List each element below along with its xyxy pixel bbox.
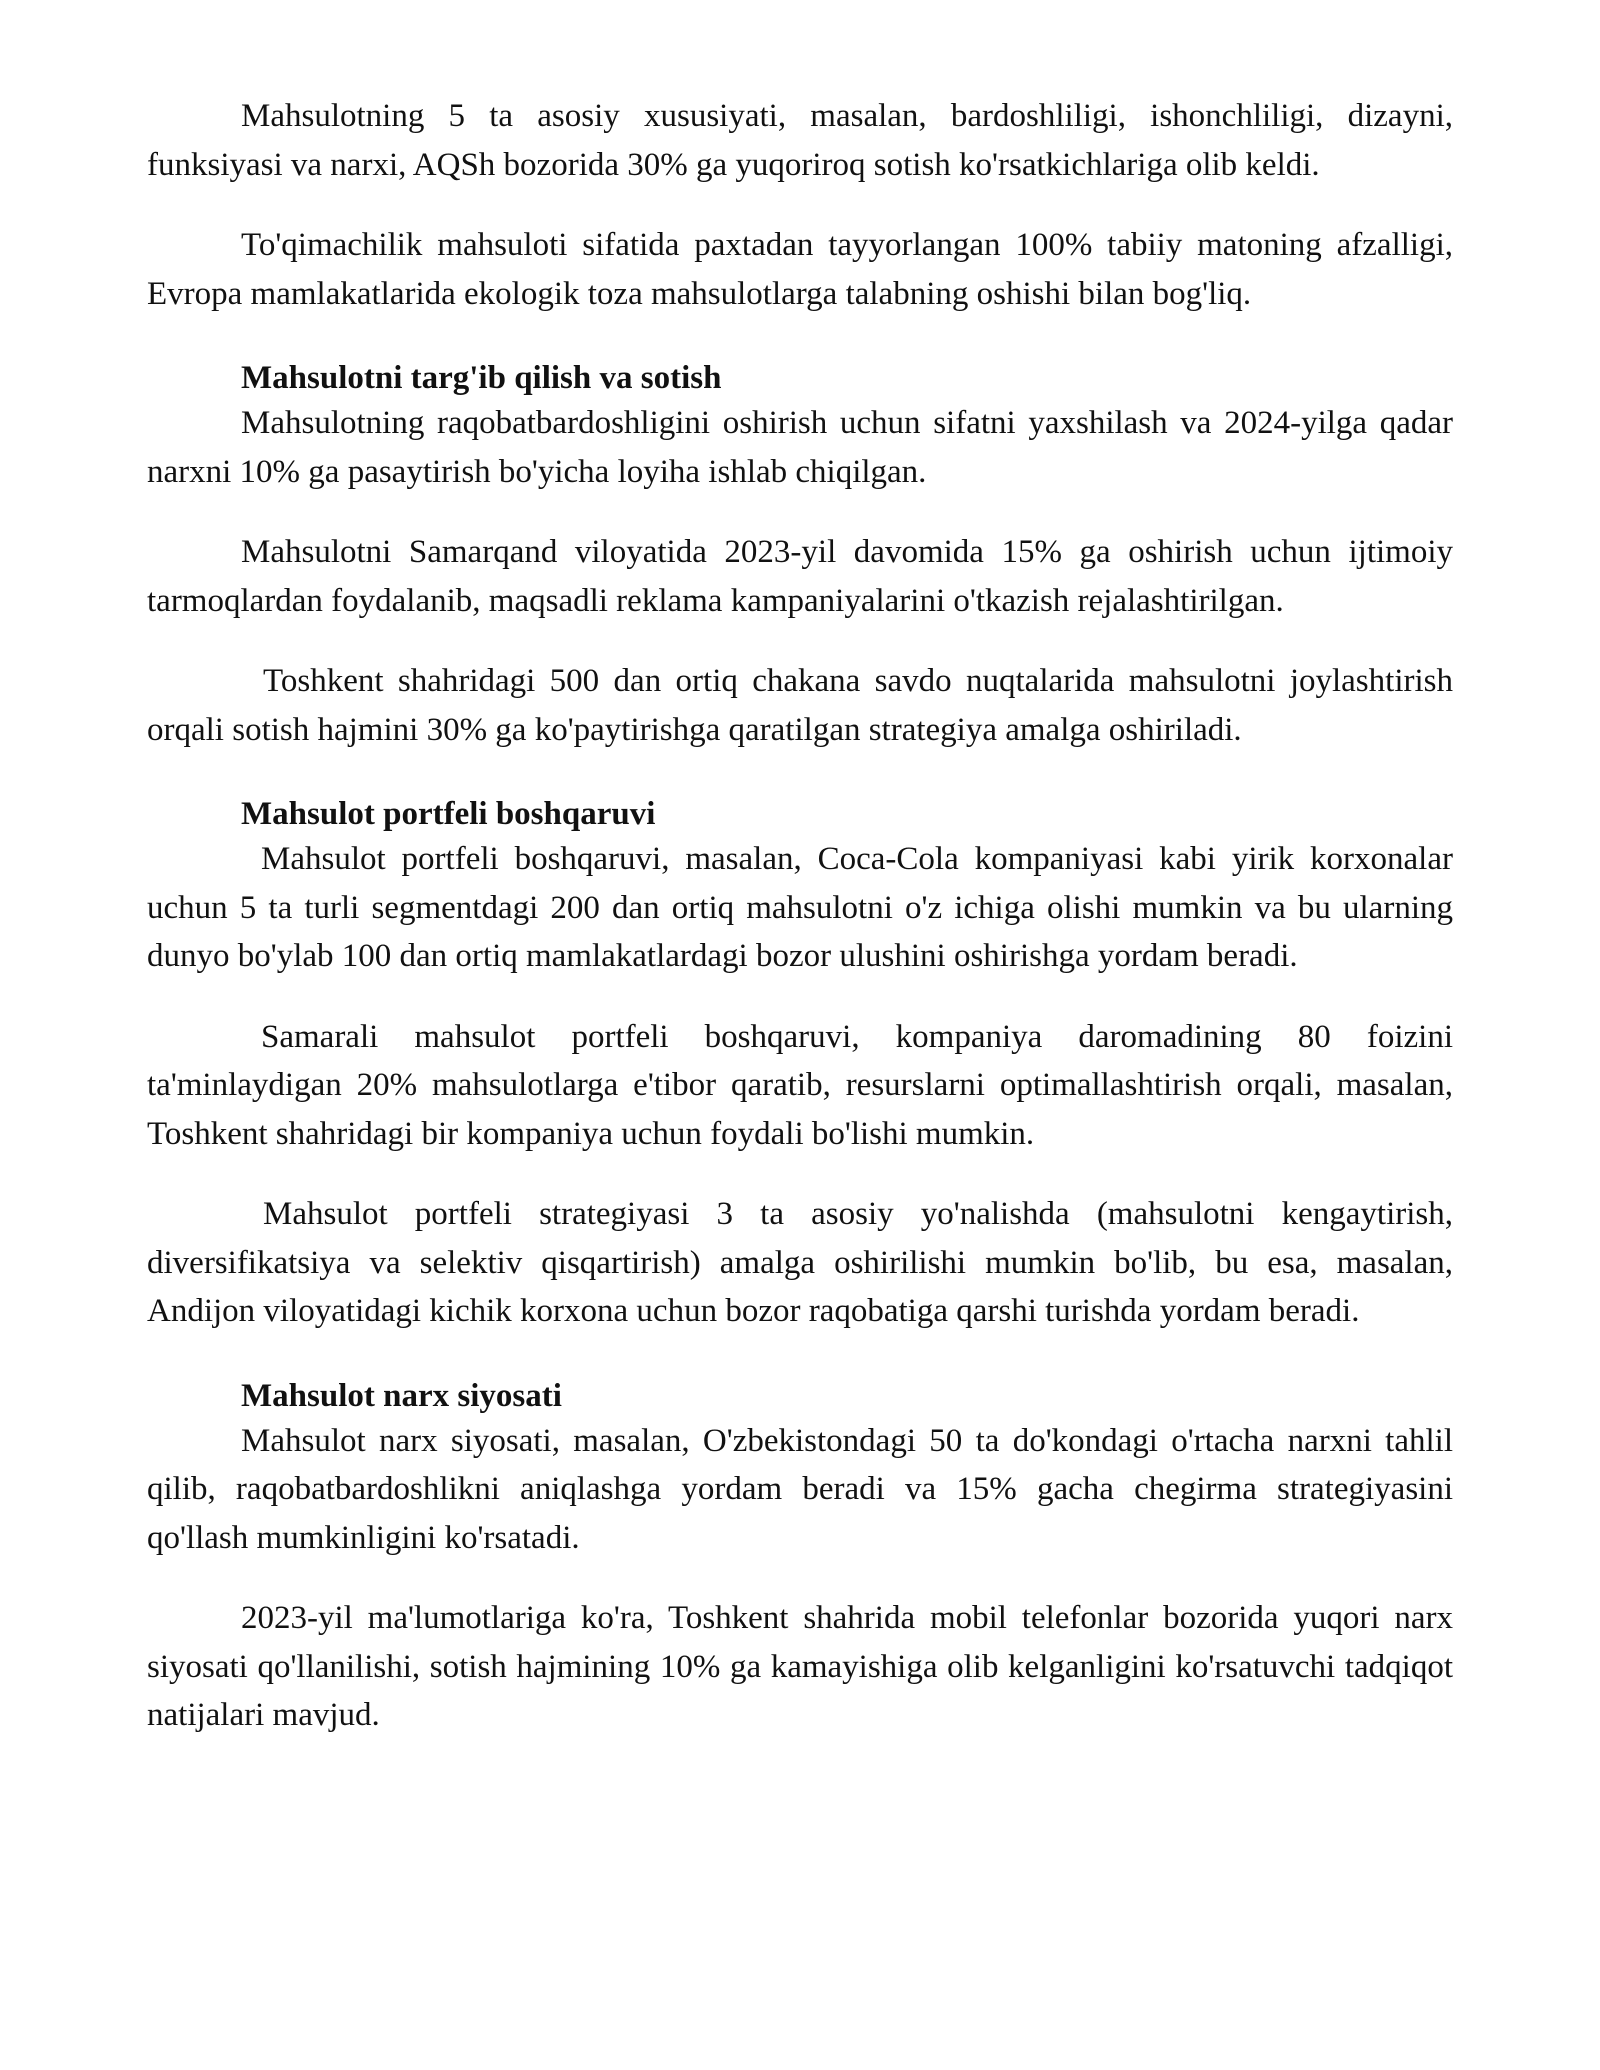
heading-portfolio-management: Mahsulot portfeli boshqaruvi xyxy=(241,796,656,832)
paragraph-portfolio-efficiency: Samarali mahsulot portfeli boshqaruvi, kompaniya daromadining 80 foizini ta'minlaydigan 20% mahsulotlarga e'tibor qaratib, resurslarni optimallashtirish orqali, masalan, Toshkent shahridagi bir kompaniya uchun foydali bo'lishi mumkin. xyxy=(147,1018,1453,1152)
heading-pricing-policy: Mahsulot narx siyosati xyxy=(241,1377,562,1414)
document-page xyxy=(147,92,1453,1740)
paragraph-tashkent-retail: Toshkent shahridagi 500 dan ortiq chakana savdo nuqtalarida mahsulotni joylashtirish orqali sotish hajmini 30% ga ko'paytirishga qaratilgan strategiya amalga oshiriladi. xyxy=(147,663,1453,748)
paragraph-portfolio-strategy: Mahsulot portfeli strategiyasi 3 ta asosiy yo'nalishda (mahsulotni kengaytirish, diversifikatsiya va selektiv qisqartirish) amalga oshirilishi mumkin bo'lib, bu esa, masalan, Andijon viloyatidagi kichik korxona uchun bozor raqobatiga qarshi turishda yordam beradi. xyxy=(147,1196,1453,1329)
paragraph-pricing-analysis: Mahsulot narx siyosati, masalan, O'zbekistondagi 50 ta do'kondagi o'rtacha narxni tahlil qilib, raqobatbardoshlikni aniqlashga yordam beradi va 15% gacha chegirma strategiyasini qo'llash mumkinligini ko'rsatadi. xyxy=(147,1422,1453,1556)
paragraph-textile-advantage: To'qimachilik mahsuloti sifatida paxtadan tayyorlangan 100% tabiiy matoning afzalligi, Evropa mamlakatlarida ekologik toza mahsulotlarga talabning oshishi bilan bog'liq. xyxy=(147,227,1453,312)
paragraph-competitiveness-project: Mahsulotning raqobatbardoshligini oshirish uchun sifatni yaxshilash va 2024-yilga qadar narxni 10% ga pasaytirish bo'yicha loyiha ishlab chiqilgan. xyxy=(147,405,1453,490)
paragraph-pricing-research: 2023-yil ma'lumotlariga ko'ra, Toshkent shahrida mobil telefonlar bozorida yuqori narx siyosati qo'llanilishi, sotish hajmining 10% ga kamayishiga olib kelganligini ko'rsatuvchi tadqiqot natijalari mavjud. xyxy=(147,1600,1453,1733)
paragraph-samarkand-campaign: Mahsulotni Samarqand viloyatida 2023-yil davomida 15% ga oshirish uchun ijtimoiy tarmoqlardan foydalanib, maqsadli reklama kampaniyalarini o'tkazish rejalashtirilgan. xyxy=(147,534,1453,619)
paragraph-product-features: Mahsulotning 5 ta asosiy xususiyati, masalan, bardoshliligi, ishonchliligi, dizayni, funksiyasi va narxi, AQSh bozorida 30% ga yuqoriroq sotish ko'rsatkichlariga olib keldi. xyxy=(147,98,1453,183)
paragraph-portfolio-cocacola: Mahsulot portfeli boshqaruvi, masalan, Coca-Cola kompaniyasi kabi yirik korxonalar uchun 5 ta turli segmentdagi 200 dan ortiq mahsulotni o'z ichiga olishi mumkin va bu ularning dunyo bo'ylab 100 dan ortiq mamlakatlardagi bozor ulushini oshirishga yordam beradi. xyxy=(147,841,1453,974)
heading-promotion-and-sales: Mahsulotni targ'ib qilish va sotish xyxy=(241,360,722,396)
